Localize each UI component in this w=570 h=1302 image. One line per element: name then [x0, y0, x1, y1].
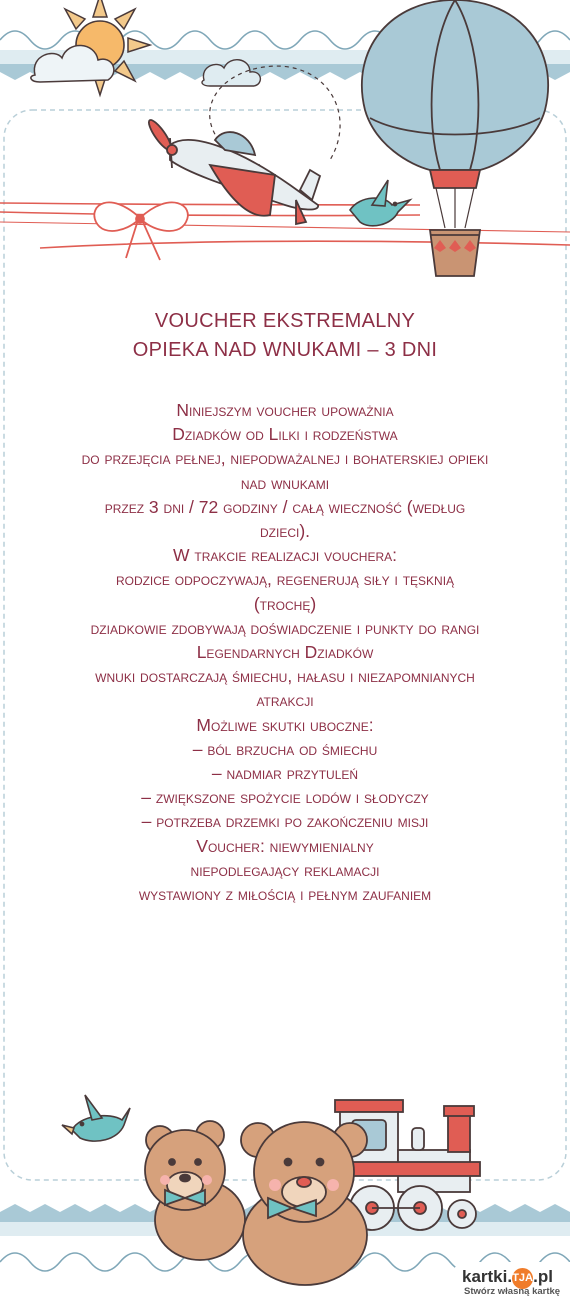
body-line: nad wnukami: [240, 472, 330, 493]
body-line: W trakcie realizacji vouchera:: [173, 545, 397, 566]
ribbon-bow-icon: [94, 202, 188, 260]
body-line: rodzice odpoczywają, regenerują siły i tęsknią: [115, 569, 455, 590]
body-line: – nadmiar przytuleń: [211, 763, 359, 784]
body-line: Niniejszym voucher upoważnia: [176, 400, 394, 420]
body-line: wnuki dostarczają śmiechu, hałasu i niezapomnianych: [95, 666, 475, 687]
brand-name-prefix: kartki.: [462, 1267, 513, 1286]
title-line-2: OPIEKA NAD WNUKAMI – 3 DNI: [132, 339, 438, 361]
body-line: (trochę): [253, 593, 317, 614]
body-line: dzieci).: [259, 521, 311, 542]
body-line: dziadkowie zdobywają doświadczenie i punkty do rangi: [90, 617, 480, 638]
brand-tagline: Stwórz własną kartkę: [464, 1286, 561, 1297]
body-line: wystawiony z miłością i pełnym zaufaniem: [138, 884, 432, 905]
body-line: Legendarnych Dziadków: [196, 642, 374, 663]
hot-air-balloon-icon: [362, 0, 548, 276]
teddy-bear-large-icon: [241, 1122, 367, 1285]
body-line: – ból brzucha od śmiechu: [192, 738, 378, 759]
body-line: Możliwe skutki uboczne:: [196, 714, 374, 735]
teddy-bear-icon: [145, 1121, 245, 1260]
ribbon: [0, 203, 570, 248]
brand-badge: TJA: [512, 1268, 533, 1289]
voucher-body: [0, 398, 570, 906]
bird-icon: [350, 180, 410, 226]
brand-logo[interactable]: [452, 1262, 570, 1302]
body-line: niepodlegający reklamacji: [190, 859, 380, 880]
body-line: – potrzeba drzemki po zakończeniu misji: [141, 811, 429, 832]
body-line: – zwiększone spożycie lodów i słodyczy: [141, 787, 429, 808]
body-line: Voucher: niewymienialny: [196, 835, 374, 856]
body-line: atrakcji: [256, 690, 314, 711]
brand-name-suffix: .pl: [533, 1267, 553, 1286]
voucher-title: [0, 307, 570, 365]
body-line: przez 3 dni / 72 godziny / całą wieczność (według: [104, 496, 466, 517]
title-line-1: VOUCHER EKSTREMALNY: [154, 310, 416, 332]
body-line: Dziadków od Lilki i rodzeństwa: [172, 424, 398, 445]
bird-bottom-icon: [62, 1095, 130, 1141]
body-line: do przejęcia pełnej, niepodważalnej i bohaterskiej opieki: [81, 448, 489, 469]
